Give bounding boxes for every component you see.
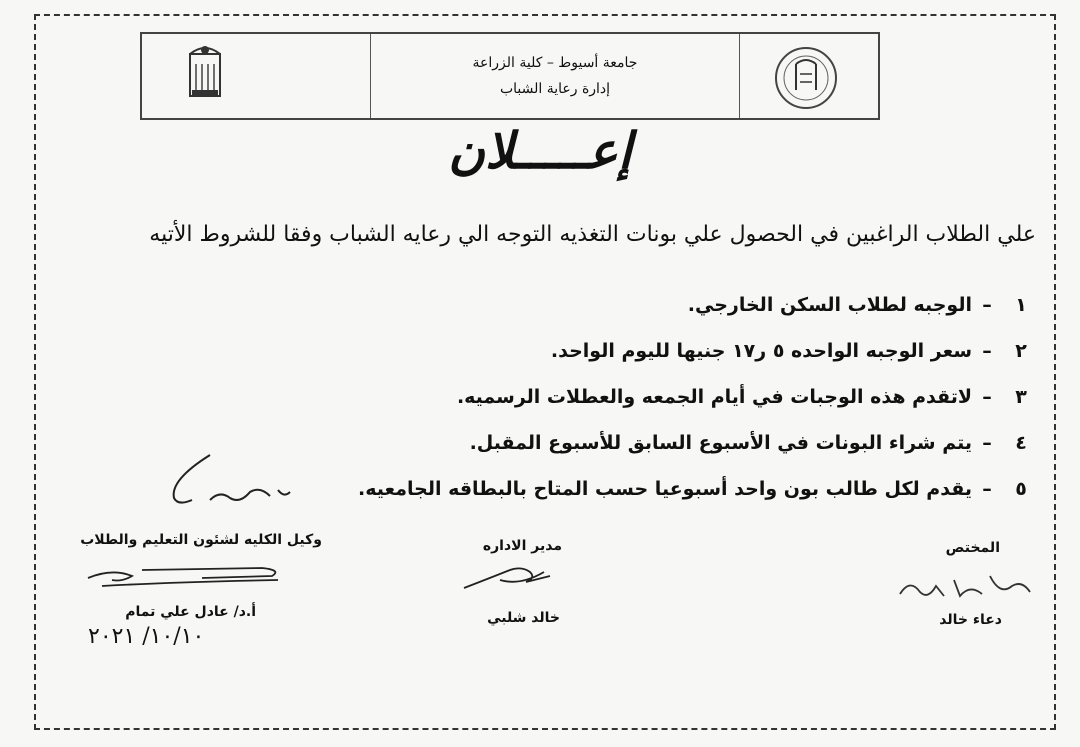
item-dash: –: [982, 340, 992, 362]
specialist-signature-icon: [890, 566, 1040, 606]
university-faculty-line: جامعة أسيوط – كلية الزراعة: [472, 55, 638, 71]
item-dash: –: [982, 478, 992, 500]
item-number: ١: [1015, 294, 1027, 316]
item-text: يتم شراء البونات في الأسبوع السابق للأسبوع المقبل.: [469, 432, 972, 454]
item-dash: –: [982, 294, 992, 316]
manager-name: خالد شلبي: [487, 610, 560, 626]
item-dash: –: [982, 432, 992, 454]
vice-dean-signature-icon: [82, 556, 292, 596]
item-text: يقدم لكل طالب بون واحد أسبوعيا حسب المتاح بالبطاقه الجامعيه.: [358, 478, 972, 500]
item-number: ٣: [1015, 386, 1027, 408]
item-number: ٥: [1015, 478, 1027, 500]
vice-dean-name: أ.د/ عادل علي تمام: [125, 604, 256, 620]
list-item: [340, 466, 1040, 512]
list-item: [340, 328, 1040, 374]
letterhead: [140, 32, 880, 120]
specialist-name: دعاء خالد: [939, 612, 1002, 628]
vice-dean-title: وكيل الكليه لشئون التعليم والطلاب: [80, 532, 322, 548]
item-text: سعر الوجبه الواحده ٥ ر١٧ جنيها لليوم الواحد.: [550, 340, 972, 362]
faculty-logo-icon: [142, 34, 372, 118]
item-dash: –: [982, 386, 992, 408]
item-number: ٤: [1015, 432, 1027, 454]
list-item: [340, 282, 1040, 328]
announcement-title: إعـــــلان: [448, 122, 632, 180]
department-line: إدارة رعاية الشباب: [499, 81, 611, 97]
conditions-list: [340, 282, 1040, 512]
letterhead-left-logo-cell: [739, 34, 878, 118]
item-text: الوجبه لطلاب السكن الخارجي.: [687, 294, 972, 316]
manager-title: مدير الاداره: [482, 538, 562, 554]
list-item: [340, 420, 1040, 466]
item-number: ٢: [1015, 340, 1027, 362]
intro-paragraph: علي الطلاب الراغبين في الحصول علي بونات التغذيه التوجه الي رعايه الشباب وفقا للشروط الأتيه: [149, 222, 1036, 247]
handwritten-date: ١٠/١٠/ ٢٠٢١: [88, 624, 205, 649]
specialist-title: المختص: [945, 540, 1000, 556]
manager-signature-icon: [460, 558, 560, 598]
university-seal-icon: [740, 34, 878, 118]
letterhead-right-logo-cell: [142, 34, 370, 118]
list-item: [340, 374, 1040, 420]
handwritten-annotation-icon: [160, 450, 300, 510]
item-text: لاتقدم هذه الوجبات في أيام الجمعه والعطلات الرسميه.: [456, 386, 972, 408]
letterhead-text-cell: [370, 34, 739, 118]
